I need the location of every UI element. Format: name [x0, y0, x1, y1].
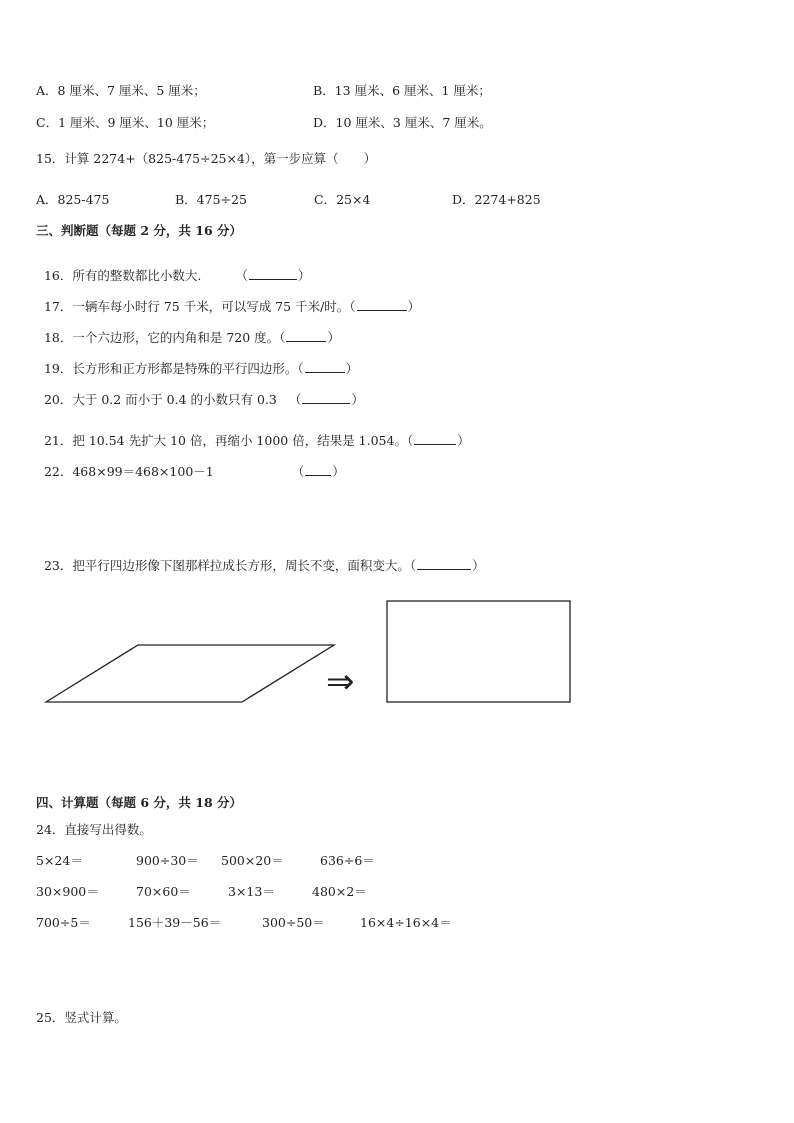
question-17: 17．一辆车每小时行 75 千米，可以写成 75 千米/时。（ ）: [43, 299, 421, 314]
question-23: 23．把平行四边形像下图那样拉成长方形，周长不变，面积变大。（ ）: [43, 558, 485, 573]
q15-option-a: A．825-475: [36, 192, 110, 207]
q15-option-c: C．25×4: [314, 192, 371, 207]
calc-item: 636÷6＝: [320, 853, 375, 868]
answer-blank[interactable]: [357, 298, 407, 311]
question-19: 19．长方形和正方形都是特殊的平行四边形。（ ）: [43, 361, 359, 376]
calc-item: 70×60＝: [136, 884, 191, 899]
calc-item: 5×24＝: [36, 853, 83, 868]
section-3-title: 三、判断题（每题 2 分，共 16 分）: [36, 223, 243, 238]
question-16: 16．所有的整数都比小数大. （ ）: [43, 268, 311, 283]
q15-option-d: D．2274+825: [452, 192, 541, 207]
option-c: C．1 厘米、9 厘米、10 厘米；: [36, 115, 215, 130]
question-21: 21．把 10.54 先扩大 10 倍，再缩小 1000 倍，结果是 1.054。（ ）: [43, 433, 470, 448]
arrow-icon: ⇒: [326, 662, 355, 702]
calc-item: 300÷50＝: [262, 915, 325, 930]
q15-option-b: B．475÷25: [175, 192, 247, 207]
calc-item: 700÷5＝: [36, 915, 91, 930]
parallelogram-shape: [46, 645, 334, 702]
calc-item: 3×13＝: [228, 884, 275, 899]
rectangle-shape: [387, 601, 570, 702]
question-18: 18．一个六边形，它的内角和是 720 度。（ ）: [43, 330, 340, 345]
question-20: 20．大于 0.2 而小于 0.4 的小数只有 0.3 （ ）: [43, 392, 364, 407]
question-15: 15．计算 2274+（825-475÷25×4），第一步应算（ ）: [36, 151, 377, 166]
answer-blank[interactable]: [302, 391, 350, 404]
parallelogram-rectangle-figure: [40, 590, 580, 715]
question-25: 25．竖式计算。: [36, 1010, 127, 1025]
calc-item: 156＋39－56＝: [128, 915, 222, 930]
question-24: 24．直接写出得数。: [36, 822, 152, 837]
calc-item: 30×900＝: [36, 884, 99, 899]
calc-item: 500×20＝: [221, 853, 284, 868]
answer-blank[interactable]: [305, 360, 345, 373]
answer-blank[interactable]: [286, 329, 326, 342]
section-4-title: 四、计算题（每题 6 分，共 18 分）: [36, 795, 243, 810]
answer-blank[interactable]: [249, 267, 297, 280]
option-d: D．10 厘米、3 厘米、7 厘米。: [313, 115, 492, 130]
calc-item: 16×4÷16×4＝: [360, 915, 452, 930]
option-a: A．8 厘米、7 厘米、5 厘米；: [36, 83, 206, 98]
answer-blank[interactable]: [414, 432, 456, 445]
answer-blank[interactable]: [305, 463, 331, 476]
calc-item: 900÷30＝: [136, 853, 199, 868]
calc-item: 480×2＝: [312, 884, 367, 899]
option-b: B．13 厘米、6 厘米、1 厘米；: [313, 83, 491, 98]
question-22: 22．468×99＝468×100－1 （ ）: [43, 464, 345, 479]
answer-blank[interactable]: [417, 557, 471, 570]
